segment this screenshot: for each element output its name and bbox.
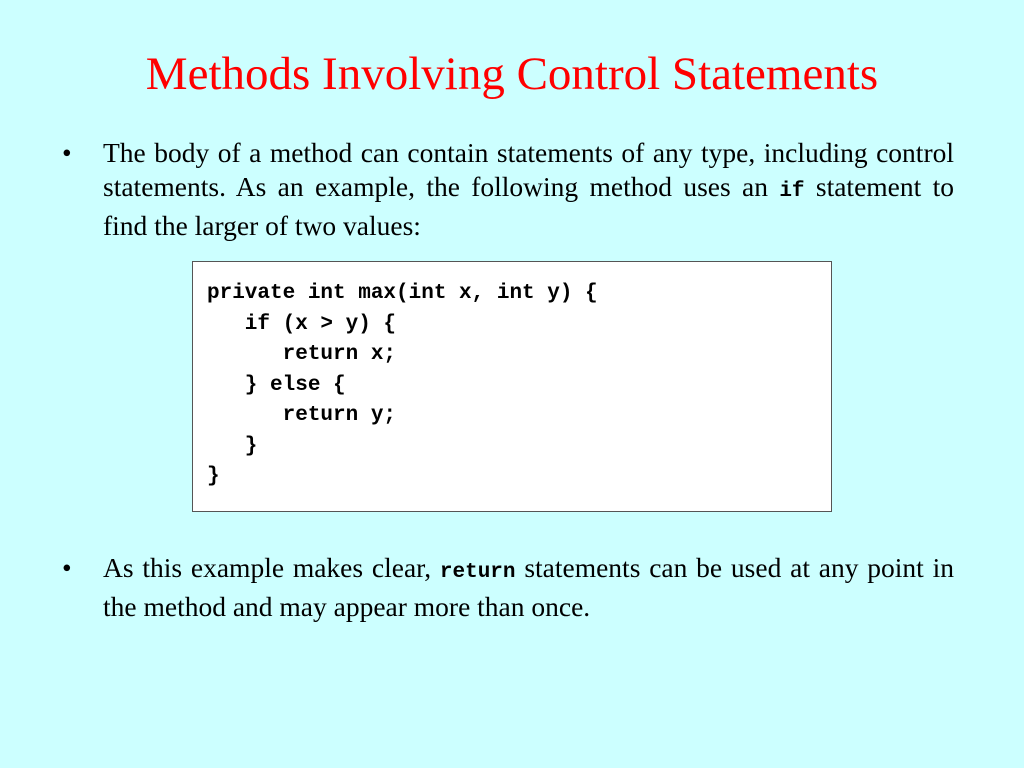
code-block	[192, 261, 832, 512]
bullet-2-text	[103, 551, 954, 624]
bullet-1-text	[103, 136, 954, 243]
code-line: }	[207, 434, 258, 458]
code-line: return x;	[207, 343, 397, 366]
code-line: } else {	[207, 373, 346, 397]
code-line: }	[207, 465, 220, 488]
code-line: if (x > y) {	[207, 312, 397, 336]
bullet-1-code: if	[779, 180, 805, 203]
bullet-2	[62, 551, 954, 624]
slide-title: Methods Involving Control Statements	[145, 48, 879, 100]
bullet-1	[62, 136, 954, 243]
bullet-1-text-before: The body of a method can contain statements of any type, including control statements. As an example, the following method uses an	[103, 137, 954, 202]
bullet-marker: •	[62, 137, 72, 168]
bullet-2-text-after: statements can be used at any point in the method and may appear more than once.	[103, 552, 954, 622]
bullet-2-text-before: As this example makes clear,	[103, 552, 440, 583]
bullet-marker: •	[62, 552, 72, 583]
code-line: private int max(int x, int y) {	[207, 282, 598, 305]
code-line: return y;	[207, 404, 397, 427]
bullet-2-code: return	[439, 561, 516, 584]
bullet-1-text-after: statement to find the larger of two values:	[103, 171, 954, 241]
